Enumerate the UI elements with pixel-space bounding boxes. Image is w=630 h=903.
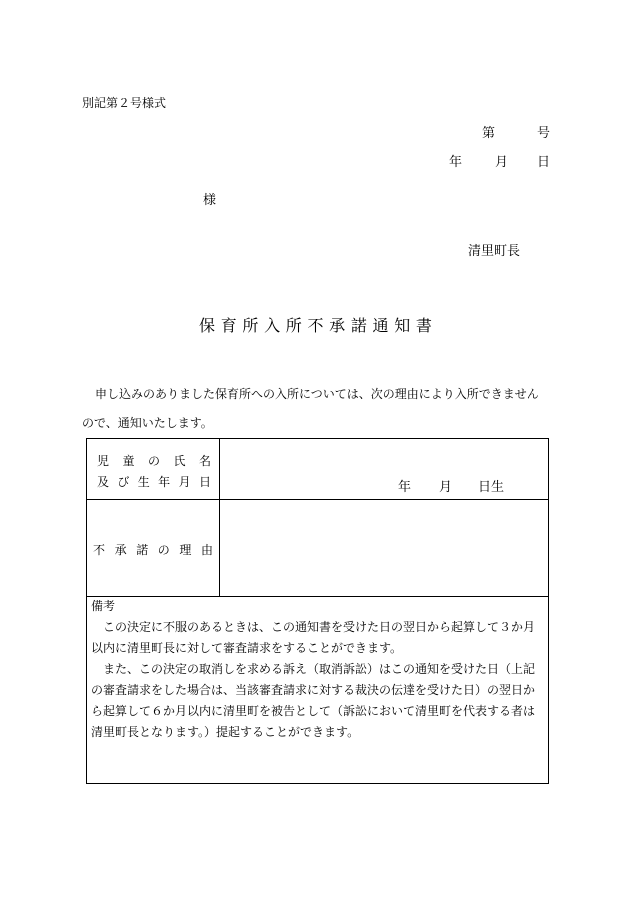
title-char: 入	[264, 316, 281, 335]
reason-label-cell	[87, 500, 220, 597]
child-birthdate-label: 及 び 生 年 月 日	[97, 475, 211, 489]
document-title	[199, 313, 432, 336]
intro-line-2: ので、通知いたします。	[82, 416, 213, 430]
sender-name: 清里町長	[468, 244, 521, 259]
remarks-heading: 備考	[91, 599, 116, 613]
child-info-row	[87, 439, 549, 500]
remarks-cell	[87, 597, 549, 784]
title-char: 所	[285, 316, 302, 335]
date-month: 月	[495, 155, 509, 170]
title-char: 諾	[350, 316, 367, 335]
title-char: 書	[415, 316, 432, 335]
title-char: 不	[307, 316, 324, 335]
date-year: 年	[449, 155, 463, 170]
title-char: 所	[242, 316, 259, 335]
child-info-value-cell	[220, 439, 549, 500]
remarks-paragraph-1: この決定に不服のあるときは、この通知書を受けた日の翌日から起算して３か月以内に清里町長に対して審査請求をすることができます。	[91, 620, 536, 655]
remarks-box	[87, 597, 548, 783]
notification-form-table	[86, 438, 549, 784]
document-number-prefix: 第	[482, 126, 496, 141]
document-number-suffix: 号	[537, 126, 551, 141]
addressee-suffix: 様	[203, 193, 217, 208]
birth-year-suffix: 年	[398, 480, 412, 495]
title-char: 承	[329, 316, 346, 335]
intro-line-1: 申し込みのありました保育所への入所については、次の理由により入所できません	[95, 387, 539, 401]
reason-value-cell	[220, 500, 549, 597]
remarks-paragraph-2: また、この決定の取消しを求める訴え（取消訴訟）はこの通知を受けた日（上記の審査請求をした場合は、当該審査請求に対する裁決の伝達を受けた日）の翌日から起算して６か月以内に清里町を被告として（訴訟において清里町を代表する者は清里町長となります。）提起することができます。	[91, 662, 536, 739]
title-char: 保	[199, 316, 216, 335]
form-number: 別記第２号様式	[82, 96, 167, 110]
remarks-row	[87, 597, 549, 784]
title-char: 育	[220, 316, 237, 335]
child-name-label: 児 童 の 氏 名	[97, 454, 211, 468]
reason-row	[87, 500, 549, 597]
reason-label: 不 承 諾 の 理 由	[93, 543, 213, 557]
remarks-body	[91, 617, 544, 743]
date-day: 日	[537, 155, 551, 170]
title-char: 知	[394, 316, 411, 335]
birth-month-suffix: 月	[439, 480, 453, 495]
child-label-cell	[87, 439, 220, 500]
title-char: 通	[372, 316, 389, 335]
birth-day-suffix: 日生	[478, 480, 505, 495]
